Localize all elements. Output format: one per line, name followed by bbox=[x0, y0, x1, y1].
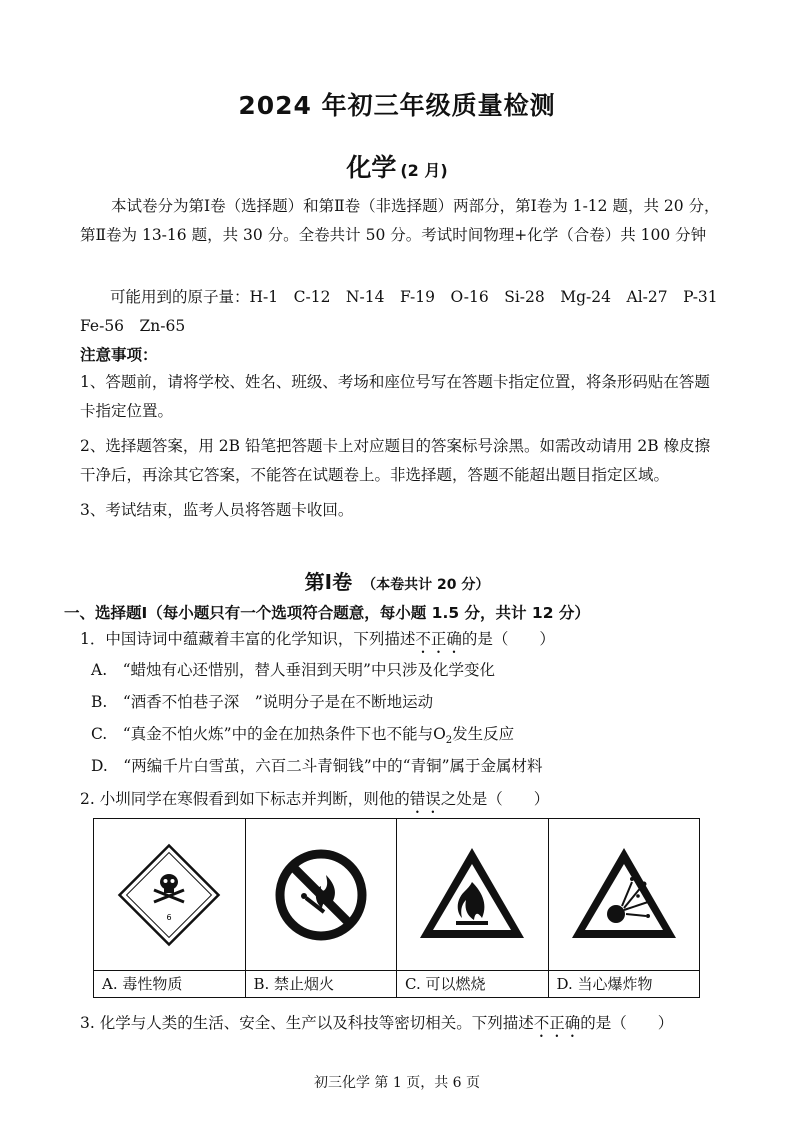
sign-caption-d: D. 当心爆炸物 bbox=[549, 970, 700, 997]
q2-stem-tail: 之处是（ ） bbox=[440, 790, 550, 808]
sign-caption-a: A. 毒性物质 bbox=[94, 970, 245, 997]
sign-cell-d bbox=[549, 819, 700, 997]
note-item-2: 2、选择题答案，用 2B 铅笔把答题卡上对应题目的答案标号涂黑。如需改动请用 2B 橡皮擦干净后，再涂其它答案，不能答在试题卷上。非选择题，答题不能超出题目指定区域。 bbox=[80, 437, 711, 484]
sign-caption-b: B. 禁止烟火 bbox=[246, 970, 397, 997]
q1-option-a: A. “蜡烛有心还惜别，替人垂泪到天明”中只涉及化学变化 bbox=[91, 661, 495, 679]
q1-option-c bbox=[91, 722, 514, 746]
exam-title: 2024 年初三年级质量检测 bbox=[238, 91, 556, 120]
no-open-flame-icon bbox=[266, 840, 376, 950]
subject-month: (2 月) bbox=[400, 161, 448, 180]
section-title: 第Ⅰ卷 bbox=[304, 570, 353, 594]
q1-stem-tail: 的是（ ） bbox=[461, 630, 555, 648]
sign-cell-b bbox=[246, 819, 398, 997]
q1-option-d: D. “两编千片白雪茧，六百二斗青铜钱”中的“青铜”属于金属材料 bbox=[91, 757, 543, 775]
intro-paragraph: 本试卷分为第Ⅰ卷（选择题）和第Ⅱ卷（非选择题）两部分，第Ⅰ卷为 1-12 题，共 20 分，第Ⅱ卷为 13-16 题，共 30 分。全卷共计 50 分。考试时间物理+化学（合卷）共 100 分钟 bbox=[80, 197, 720, 244]
note-item-1: 1、答题前，请将学校、姓名、班级、考场和座位号写在答题卡指定位置，将条形码贴在答题卡指定位置。 bbox=[80, 373, 710, 420]
q3-stem-emphasis: 不正确 bbox=[533, 1014, 581, 1032]
section-note: （本卷共计 20 分） bbox=[362, 577, 490, 593]
q3-stem-tail: 的是（ ） bbox=[580, 1014, 674, 1032]
q2-stem-emphasis: 错误 bbox=[409, 790, 441, 808]
sign-cell-a bbox=[94, 819, 246, 997]
notes-heading: 注意事项： bbox=[80, 346, 158, 364]
atomic-mass-line-1: 可能用到的原子量：H-1 C-12 N-14 F-19 O-16 Si-28 Mg-24 Al-27 P-31 bbox=[110, 288, 718, 306]
q1-option-c-text: C. “真金不怕火炼”中的金在加热条件下也不能与O bbox=[91, 725, 446, 743]
toxic-sign-icon bbox=[114, 840, 224, 950]
explosive-sign-icon bbox=[564, 840, 684, 950]
q1-stem bbox=[80, 627, 555, 657]
q2-stem-text: 2. 小圳同学在寒假看到如下标志并判断，则他的 bbox=[80, 790, 410, 808]
q1-option-c-tail: 发生反应 bbox=[452, 725, 515, 743]
subject-title bbox=[0, 148, 794, 184]
toxic-sign-number: 6 bbox=[166, 912, 172, 922]
q1-option-b: B. “酒香不怕巷子深 ”说明分子是在不断地运动 bbox=[91, 693, 434, 711]
q1-stem-text: 1．中国诗词中蕴藏着丰富的化学知识，下列描述 bbox=[80, 630, 416, 648]
part-heading: 一、选择题Ⅰ（每小题只有一个选项符合题意，每小题 1.5 分，共计 12 分） bbox=[64, 604, 590, 622]
q3-stem-text: 3. 化学与人类的生活、安全、生产以及科技等密切相关。下列描述 bbox=[80, 1014, 534, 1032]
atomic-mass-line-2: Fe-56 Zn-65 bbox=[80, 317, 186, 335]
sign-cell-c bbox=[397, 819, 549, 997]
q1-stem-emphasis: 不正确 bbox=[415, 630, 462, 648]
subject-name: 化学 bbox=[346, 153, 397, 182]
q3-stem bbox=[80, 1011, 673, 1041]
page-footer: 初三化学 第 1 页，共 6 页 bbox=[313, 1075, 481, 1091]
sign-caption-c: C. 可以燃烧 bbox=[397, 970, 548, 997]
note-item-3: 3、考试结束，监考人员将答题卡收回。 bbox=[80, 501, 354, 519]
flammable-sign-icon bbox=[412, 840, 532, 950]
q1-option-c-subscript: 2 bbox=[445, 735, 453, 747]
q2-signs-table bbox=[93, 818, 700, 998]
q2-stem bbox=[80, 787, 549, 817]
section-heading bbox=[0, 566, 794, 595]
